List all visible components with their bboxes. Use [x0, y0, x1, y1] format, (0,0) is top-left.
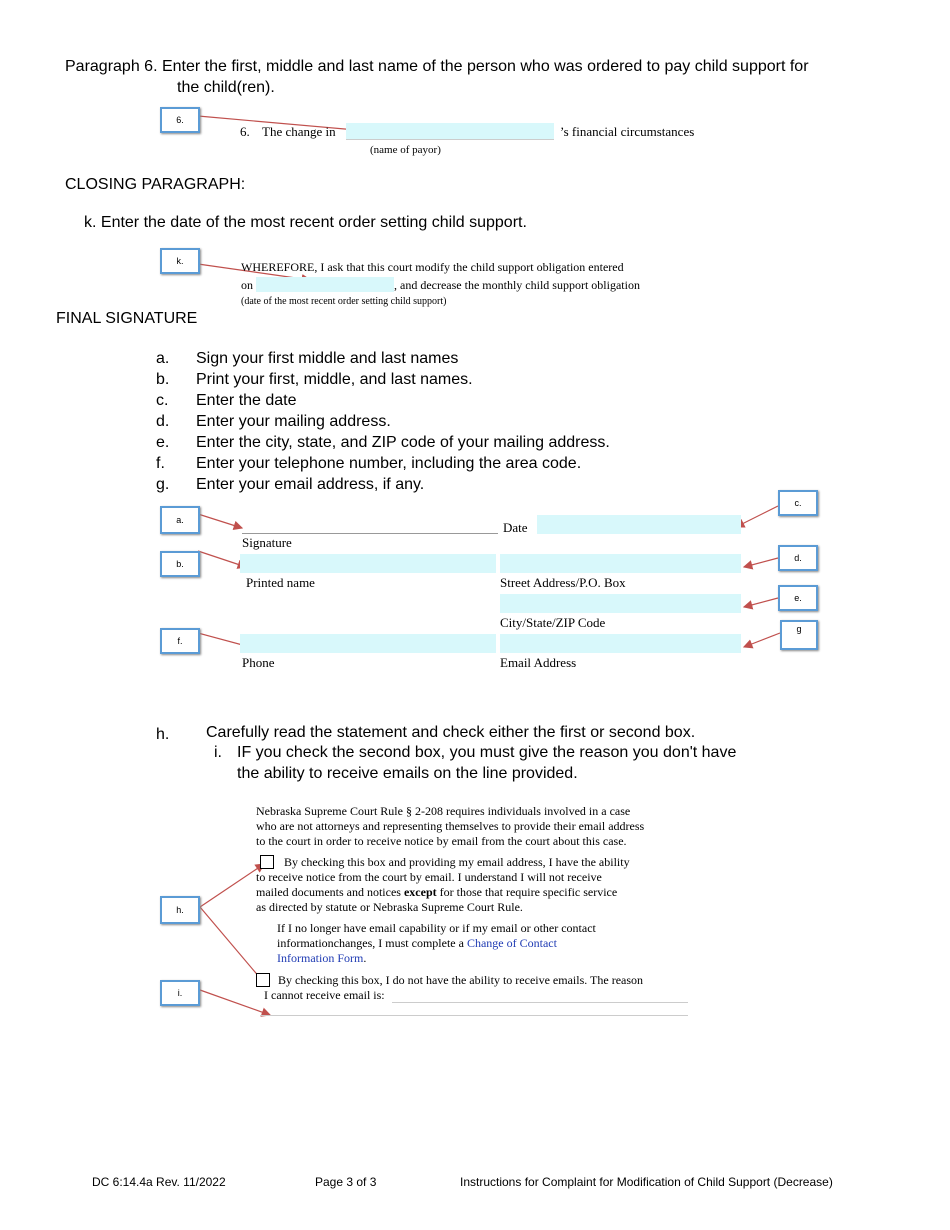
list-item-a: a. Sign your first middle and last names	[156, 350, 459, 367]
contact-change-note: If I no longer have email capability or if my email or other contact informationchanges, I must complete a Change of Contact Information Form.	[277, 921, 596, 965]
footer-page: Page 3 of 3	[315, 1175, 377, 1189]
printed-name-label: Printed name	[246, 575, 315, 590]
change-of-contact-link-2[interactable]: Information Form	[277, 951, 364, 965]
callout-d: d.	[778, 545, 818, 571]
email-consent-checkbox[interactable]	[260, 855, 274, 869]
callout-c: c.	[778, 490, 818, 516]
i-marker: i.	[214, 744, 222, 761]
closing-heading: CLOSING PARAGRAPH:	[65, 176, 246, 193]
wherefore-on: on	[241, 278, 253, 292]
reason-line-1[interactable]	[392, 1002, 688, 1003]
arrow-e	[744, 598, 778, 607]
payor-name-field[interactable]	[346, 123, 554, 139]
h-instruction: Carefully read the statement and check either the first or second box.	[206, 724, 696, 741]
form-circumstances-text: ’s financial circumstances	[560, 124, 695, 139]
closing-instruction: k. Enter the date of the most recent order setting child support.	[84, 214, 527, 231]
footer-form-id: DC 6:14.4a Rev. 11/2022	[92, 1175, 226, 1189]
callout-a: a.	[160, 506, 200, 534]
wherefore-line1: WHEREFORE, I ask that this court modify the child support obligation entered	[241, 260, 624, 274]
callout-6: 6.	[160, 107, 200, 133]
date-field[interactable]	[537, 515, 741, 534]
callout-b: b.	[160, 551, 200, 577]
printed-name-field[interactable]	[240, 554, 496, 573]
i-instruction-line2: the ability to receive emails on the line provided.	[237, 765, 578, 782]
list-item-e: e. Enter the city, state, and ZIP code of your mailing address.	[156, 434, 610, 451]
callout-h: h.	[160, 896, 200, 924]
form-para-number: 6.	[240, 124, 250, 139]
arrow-a	[198, 514, 242, 528]
phone-field[interactable]	[240, 634, 496, 653]
email-address-field[interactable]	[500, 634, 741, 653]
callout-e: e.	[778, 585, 818, 611]
box2-line1: By checking this box, I do not have the ability to receive emails. The reason	[278, 973, 644, 987]
para6-instruction-line1: Paragraph 6. Enter the first, middle and last name of the person who was ordered to pay child support for	[65, 58, 809, 75]
email-address-label: Email Address	[500, 655, 577, 670]
list-item-f: f. Enter your telephone number, including the area code.	[156, 455, 582, 472]
phone-label: Phone	[242, 655, 275, 670]
change-of-contact-link[interactable]: Change of Contact	[466, 936, 557, 950]
arrow-i	[200, 990, 270, 1015]
callout-f: f.	[160, 628, 200, 654]
list-item-g: g. Enter your email address, if any.	[156, 476, 425, 493]
wherefore-line2: , and decrease the monthly child support obligation	[394, 278, 640, 292]
i-instruction-line1: IF you check the second box, you must give the reason you don't have	[237, 744, 737, 761]
arrow-c	[736, 506, 778, 527]
signature-label: Signature	[242, 535, 292, 550]
arrow-d	[744, 558, 778, 567]
street-address-field[interactable]	[500, 554, 741, 573]
order-date-field[interactable]	[256, 277, 394, 292]
signature-line[interactable]	[242, 533, 498, 534]
form-change-text: The change in	[262, 124, 336, 139]
list-item-c: c. Enter the date	[156, 392, 297, 409]
city-state-zip-label: City/State/ZIP Code	[500, 615, 606, 630]
no-email-checkbox[interactable]	[256, 973, 270, 987]
rule-statement: Nebraska Supreme Court Rule § 2-208 requires individuals involved in a case who are not attorneys and representing themselves to provide their email address to the court in order to receive notice by email from the court about this case.	[256, 804, 645, 848]
box1-line1: By checking this box and providing my email address, I have the ability	[284, 855, 630, 869]
box2-line2: I cannot receive email is:	[264, 988, 385, 1002]
date-label: Date	[503, 520, 528, 535]
footer-title: Instructions for Complaint for Modification of Child Support (Decrease)	[460, 1175, 833, 1189]
reason-line-2[interactable]	[260, 1015, 688, 1016]
callout-i: i.	[160, 980, 200, 1006]
final-signature-heading: FINAL SIGNATURE	[56, 310, 198, 327]
arrow-h1	[200, 864, 264, 907]
callout-g: g	[780, 620, 818, 650]
order-date-caption: (date of the most recent order setting child support)	[241, 296, 447, 307]
street-address-label: Street Address/P.O. Box	[500, 575, 626, 590]
box1-rest: to receive notice from the court by email. I understand I will not receive mailed documents and notices except for those that require specific service as directed by statute or Nebraska Supreme Court Rule.	[256, 870, 618, 914]
arrow-b	[198, 551, 246, 567]
para6-instruction-line2: the child(ren).	[177, 79, 275, 96]
payor-caption: (name of payor)	[370, 144, 441, 156]
list-item-b: b. Print your first, middle, and last names.	[156, 371, 473, 388]
callout-k: k.	[160, 248, 200, 274]
h-marker: h.	[156, 726, 170, 743]
city-state-zip-field[interactable]	[500, 594, 741, 613]
arrow-g	[744, 633, 780, 647]
list-item-d: d. Enter your mailing address.	[156, 413, 391, 430]
